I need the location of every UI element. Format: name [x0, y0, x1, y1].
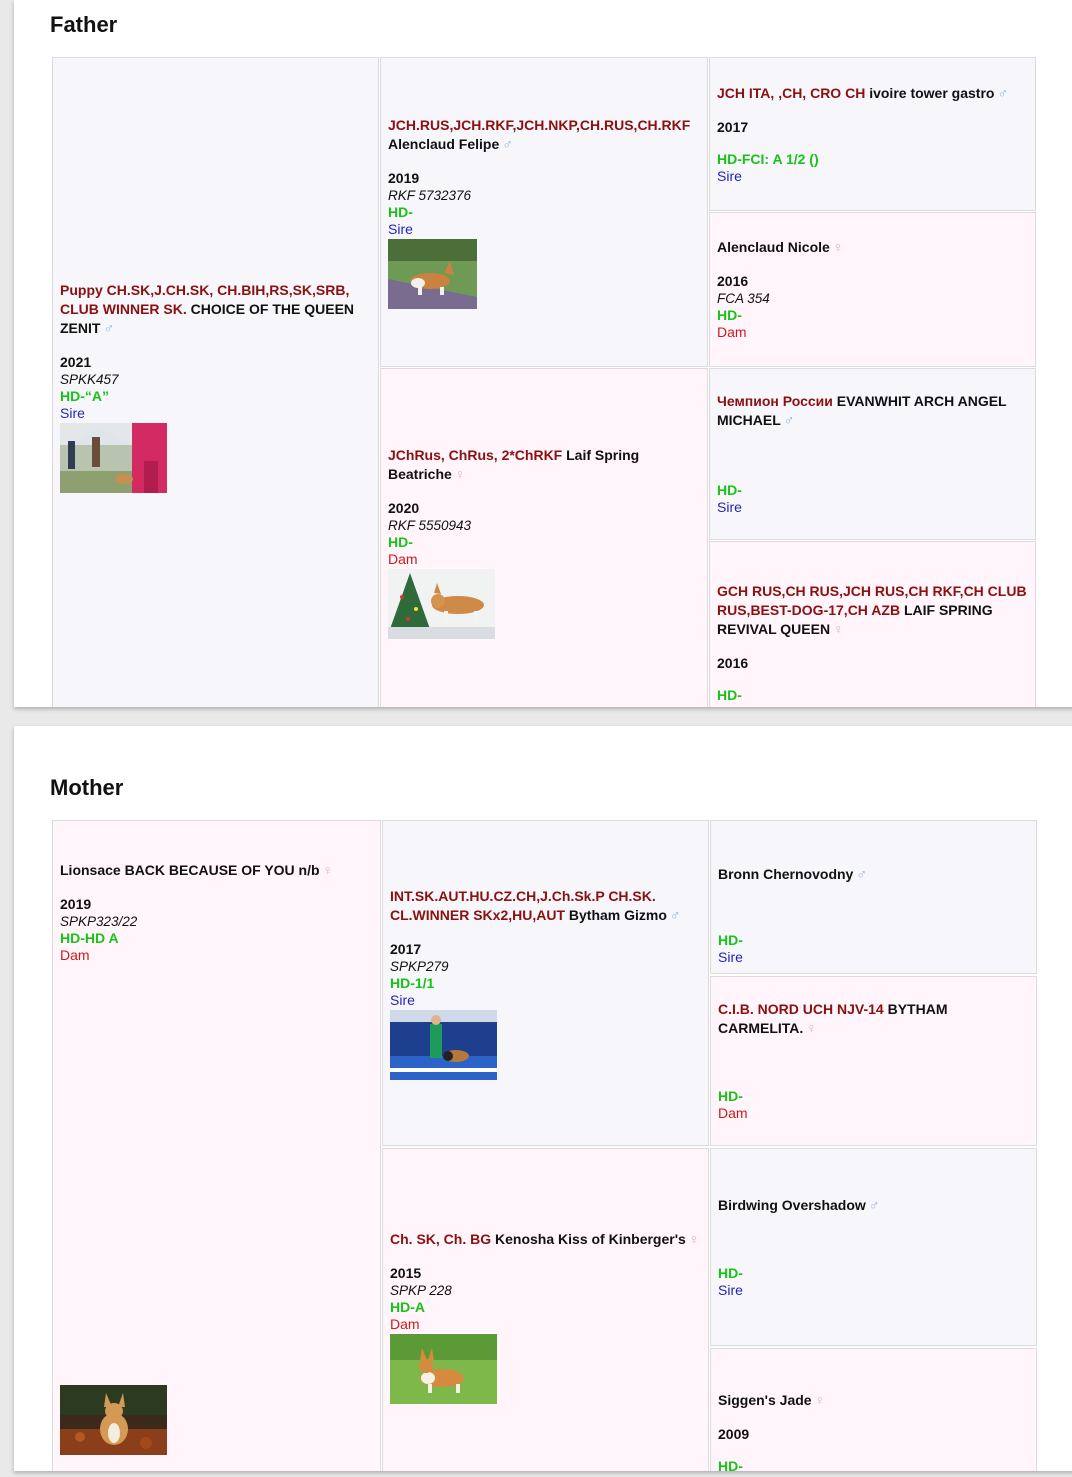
hd-result: HD-1/1	[390, 974, 435, 991]
hd-result: HD-	[388, 534, 413, 550]
dam-sire-name[interactable]: Чемпион России EVANWHIT ARCH ANGEL MICHAEL ♂	[717, 393, 1007, 428]
father-panel	[14, 0, 1072, 707]
registration-number: SPKP279	[390, 958, 449, 974]
role-label: Sire	[60, 405, 85, 421]
role-label: Sire	[717, 499, 742, 515]
sire-sire-name[interactable]: JCH ITA, ,CH, CRO CH ivoire tower gastro ♂	[717, 84, 1008, 101]
role-label: Sire	[717, 167, 742, 184]
role-label: Sire	[718, 1281, 743, 1298]
sire-dam-name[interactable]: C.I.B. NORD UCH NJV-14 BYTHAM CARMELITA. ♀	[718, 1001, 948, 1036]
male-icon: ♂	[103, 320, 114, 336]
dog-photo[interactable]	[390, 1010, 497, 1080]
male-icon: ♂	[669, 906, 681, 923]
birth-year: 2017	[390, 940, 422, 957]
sire-dam-cell	[710, 976, 1037, 1146]
dog-photo[interactable]	[390, 1334, 497, 1404]
role-label: Sire	[388, 220, 413, 237]
sire-dam-name[interactable]: Alenclaud Nicole ♀	[717, 239, 844, 255]
hd-result: HD-	[718, 1458, 743, 1471]
hd-result: HD-	[718, 1088, 743, 1104]
role-label: Dam	[60, 947, 90, 963]
registration-number: SPKK457	[60, 372, 119, 387]
sire-sire-cell	[710, 820, 1037, 974]
birth-year: 2020	[388, 500, 420, 516]
dam-dam-cell	[710, 1348, 1037, 1471]
father-dog-name[interactable]: Puppy CH.SK,J.CH.SK, CH.BIH,RS,SK,SRB, CLUB WINNER SK. CHOICE OF THE QUEEN ZENIT ♂	[60, 282, 355, 336]
hd-result: HD-	[717, 307, 742, 323]
mother-dog-name[interactable]: Lionsace BACK BECAUSE OF YOU n/b ♀	[60, 862, 334, 878]
role-label: Dam	[388, 551, 418, 567]
male-icon: ♂	[502, 135, 513, 152]
registration-number: SPKP323/22	[60, 914, 138, 929]
hd-result: HD-	[388, 203, 413, 220]
sire-name[interactable]: JCH.RUS,JCH.RKF,JCH.NKP,CH.RUS,CH.RKF Alenclaud Felipe ♂	[388, 116, 691, 152]
sire-name[interactable]: INT.SK.AUT.HU.CZ.CH,J.Ch.Sk.P CH.SK. CL.WINNER SKx2,HU,AUT Bytham Gizmo ♂	[390, 887, 681, 923]
father-heading: Father	[50, 12, 118, 37]
female-icon: ♀	[322, 862, 334, 878]
male-icon: ♂	[868, 1196, 880, 1213]
dam-name[interactable]: JChRus, ChRus, 2*ChRKF Laif Spring Beatriche ♀	[388, 447, 640, 482]
female-icon: ♀	[832, 239, 844, 255]
birth-year: 2017	[717, 118, 749, 135]
dam-dam-name[interactable]: GCH RUS,CH RUS,JCH RUS,CH RKF,CH CLUB RUS,BEST-DOG-17,CH AZB LAIF SPRING REVIVAL QUEEN ♀	[717, 583, 1027, 637]
birth-year: 2019	[388, 169, 420, 186]
male-icon: ♂	[997, 84, 1008, 101]
registration-number: SPKP 228	[390, 1282, 452, 1298]
registration-number: FCA 354	[717, 291, 770, 306]
registration-number: RKF 5550943	[388, 518, 472, 533]
dam-sire-name[interactable]: Birdwing Overshadow ♂	[718, 1196, 880, 1213]
dam-dam-cell	[709, 541, 1036, 707]
dam-cell	[380, 368, 708, 707]
birth-year: 2016	[717, 273, 749, 289]
female-icon: ♀	[688, 1230, 700, 1247]
sire-dam-cell	[709, 212, 1036, 367]
female-icon: ♀	[806, 1020, 817, 1036]
birth-year: 2021	[60, 354, 92, 370]
role-label: Sire	[390, 991, 415, 1008]
sire-cell	[382, 820, 709, 1146]
role-label: Dam	[717, 324, 747, 340]
hd-result: HD-FCI: A 1/2 ()	[717, 150, 819, 167]
dam-dam-name[interactable]: Siggen's Jade ♀	[718, 1392, 826, 1408]
birth-year: 2016	[717, 655, 749, 671]
dog-photo[interactable]	[388, 239, 477, 309]
role-label: Sire	[718, 949, 743, 965]
hd-result: HD-“A”	[60, 388, 109, 404]
male-icon: ♂	[856, 866, 867, 882]
dam-name[interactable]: Ch. SK, Ch. BG Kenosha Kiss of Kinberger's ♀	[390, 1230, 700, 1247]
hd-result: HD-	[717, 687, 742, 703]
dog-photo[interactable]	[60, 1385, 167, 1455]
registration-number: RKF 5732376	[388, 187, 472, 203]
female-icon: ♀	[814, 1392, 826, 1408]
dam-sire-cell	[710, 1148, 1037, 1346]
sire-sire-name[interactable]: Bronn Chernovodny ♂	[718, 866, 867, 882]
hd-result: HD-	[718, 932, 743, 948]
female-icon: ♀	[454, 466, 466, 482]
birth-year: 2009	[718, 1426, 750, 1442]
hd-result: HD-HD A	[60, 930, 119, 946]
hd-result: HD-A	[390, 1298, 425, 1315]
role-label: Dam	[718, 1105, 748, 1121]
mother-dog-cell	[52, 820, 381, 1471]
dog-photo[interactable]	[388, 569, 495, 639]
birth-year: 2019	[60, 896, 92, 912]
dam-sire-cell	[709, 368, 1036, 540]
female-icon: ♀	[833, 621, 844, 637]
mother-heading: Mother	[50, 775, 124, 800]
sire-sire-cell	[709, 57, 1036, 211]
role-label: Dam	[390, 1315, 420, 1332]
father-dog-cell	[52, 57, 379, 707]
birth-year: 2015	[390, 1264, 422, 1281]
hd-result: HD-	[717, 482, 742, 498]
sire-cell	[380, 57, 708, 367]
mother-panel	[14, 726, 1072, 1471]
hd-result: HD-	[718, 1264, 743, 1281]
dog-photo[interactable]	[60, 423, 167, 493]
male-icon: ♂	[783, 412, 795, 428]
dam-cell	[382, 1148, 709, 1471]
